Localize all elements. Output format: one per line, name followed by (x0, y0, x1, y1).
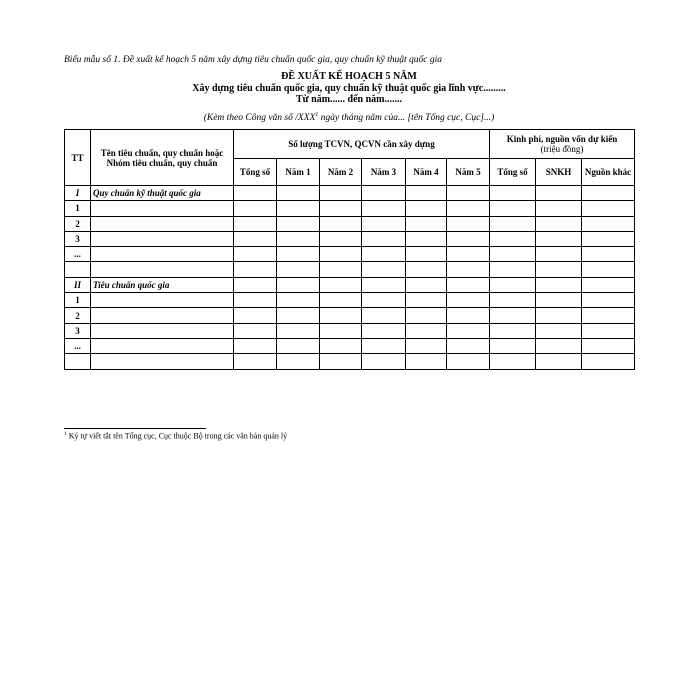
row-value-cell (536, 354, 582, 369)
row-value-cell (447, 201, 490, 216)
row-name-cell (91, 231, 234, 246)
row-tt-cell (65, 262, 91, 277)
row-value-cell (406, 277, 447, 292)
row-value-cell (320, 354, 362, 369)
row-value-cell (277, 262, 320, 277)
row-value-cell (277, 323, 320, 338)
plan-table (64, 129, 635, 370)
row-value-cell (277, 277, 320, 292)
row-name-cell (91, 308, 234, 323)
row-name-cell (91, 323, 234, 338)
row-value-cell (536, 293, 582, 308)
col-funding-header: Nguồn khác (582, 159, 635, 186)
row-value-cell (277, 338, 320, 353)
row-value-cell (362, 338, 406, 353)
row-value-cell (362, 247, 406, 262)
col-count-header: Năm 4 (406, 159, 447, 186)
row-value-cell (362, 262, 406, 277)
row-tt-cell (65, 354, 91, 369)
row-value-cell (362, 308, 406, 323)
table-row (65, 231, 635, 246)
row-value-cell (536, 231, 582, 246)
row-value-cell (234, 231, 277, 246)
row-value-cell (447, 323, 490, 338)
row-value-cell (277, 231, 320, 246)
row-value-cell (536, 216, 582, 231)
row-value-cell (447, 338, 490, 353)
row-value-cell (406, 338, 447, 353)
row-value-cell (234, 277, 277, 292)
row-value-cell (234, 323, 277, 338)
footnote (64, 431, 287, 441)
row-value-cell (536, 323, 582, 338)
table-row (65, 247, 635, 262)
attachment-note (64, 112, 634, 123)
row-value-cell (320, 247, 362, 262)
row-tt-cell: I (65, 186, 91, 201)
row-tt-cell: 1 (65, 293, 91, 308)
row-value-cell (582, 293, 635, 308)
row-value-cell (362, 231, 406, 246)
section-row (65, 277, 635, 292)
col-name-header: Tên tiêu chuẩn, quy chuẩn hoặc Nhóm tiêu chuẩn, quy chuẩn (91, 130, 234, 186)
row-value-cell (447, 216, 490, 231)
row-tt-cell: ... (65, 247, 91, 262)
col-count-header: Năm 3 (362, 159, 406, 186)
row-value-cell (406, 201, 447, 216)
row-value-cell (490, 323, 536, 338)
row-value-cell (234, 247, 277, 262)
row-value-cell (406, 186, 447, 201)
row-value-cell (234, 216, 277, 231)
row-value-cell (490, 231, 536, 246)
row-value-cell (234, 338, 277, 353)
row-value-cell (582, 216, 635, 231)
row-tt-cell: ... (65, 338, 91, 353)
document-subtitle: Xây dựng tiêu chuẩn quốc gia, quy chuẩn kỹ thuật quốc gia lĩnh vực......... (192, 83, 506, 94)
group-funding-unit: (triệu đồng) (540, 144, 584, 154)
row-value-cell (234, 293, 277, 308)
row-value-cell (447, 293, 490, 308)
row-value-cell (277, 201, 320, 216)
header-row-1 (65, 130, 635, 159)
row-value-cell (582, 308, 635, 323)
row-value-cell (536, 247, 582, 262)
row-value-cell (320, 262, 362, 277)
row-value-cell (362, 323, 406, 338)
col-funding-header: Tổng số (490, 159, 536, 186)
row-value-cell (536, 308, 582, 323)
row-tt-cell: 3 (65, 323, 91, 338)
row-tt-cell: 3 (65, 231, 91, 246)
row-value-cell (277, 293, 320, 308)
row-value-cell (406, 247, 447, 262)
col-count-header: Năm 1 (277, 159, 320, 186)
row-value-cell (277, 354, 320, 369)
row-value-cell (320, 231, 362, 246)
row-value-cell (406, 354, 447, 369)
row-value-cell (536, 262, 582, 277)
row-tt-cell: II (65, 277, 91, 292)
row-name-cell (91, 293, 234, 308)
row-name-cell (91, 338, 234, 353)
row-value-cell (362, 186, 406, 201)
row-value-cell (490, 277, 536, 292)
row-value-cell (490, 201, 536, 216)
row-name-cell (91, 262, 234, 277)
col-funding-header: SNKH (536, 159, 582, 186)
col-count-header: Năm 5 (447, 159, 490, 186)
row-value-cell (320, 338, 362, 353)
row-value-cell (582, 247, 635, 262)
row-name-cell (91, 216, 234, 231)
group-count-header: Số lượng TCVN, QCVN cần xây dựng (234, 130, 490, 159)
title-block (64, 71, 634, 105)
row-tt-cell: 1 (65, 201, 91, 216)
row-value-cell (277, 247, 320, 262)
row-value-cell (362, 216, 406, 231)
row-value-cell (234, 262, 277, 277)
footnote-ref: 1 (64, 431, 67, 437)
row-value-cell (320, 293, 362, 308)
row-value-cell (362, 293, 406, 308)
row-value-cell (582, 323, 635, 338)
row-value-cell (320, 277, 362, 292)
table-row (65, 354, 635, 369)
row-value-cell (277, 308, 320, 323)
row-value-cell (447, 186, 490, 201)
row-value-cell (277, 216, 320, 231)
col-tt-header: TT (65, 130, 91, 186)
row-value-cell (362, 277, 406, 292)
row-value-cell (582, 338, 635, 353)
footnote-divider (64, 428, 206, 429)
row-name-cell: Quy chuẩn kỹ thuật quốc gia (91, 186, 234, 201)
row-value-cell (490, 308, 536, 323)
row-value-cell (490, 354, 536, 369)
table-row (65, 216, 635, 231)
row-value-cell (582, 186, 635, 201)
row-value-cell (406, 293, 447, 308)
row-value-cell (362, 354, 406, 369)
table-row (65, 201, 635, 216)
row-name-cell (91, 354, 234, 369)
section-row (65, 186, 635, 201)
row-name-cell (91, 247, 234, 262)
row-value-cell (320, 186, 362, 201)
row-value-cell (234, 201, 277, 216)
table-row (65, 308, 635, 323)
row-value-cell (582, 354, 635, 369)
row-value-cell (490, 293, 536, 308)
row-value-cell (234, 308, 277, 323)
row-value-cell (234, 354, 277, 369)
document-title: ĐỀ XUẤT KẾ HOẠCH 5 NĂM (281, 71, 417, 82)
group-funding-label: Kinh phí, nguồn vốn dự kiến (506, 134, 618, 144)
row-value-cell (320, 323, 362, 338)
row-value-cell (582, 201, 635, 216)
attachment-note-suffix: ngày tháng năm của... [tên Tổng cục, Cục]...) (318, 113, 495, 124)
row-tt-cell: 2 (65, 308, 91, 323)
form-label: Biểu mẫu số 1. Đề xuất kế hoạch 5 năm xây dựng tiêu chuẩn quốc gia, quy chuẩn kỹ thuật quốc gia (64, 55, 442, 65)
col-count-header: Năm 2 (320, 159, 362, 186)
row-value-cell (406, 262, 447, 277)
row-value-cell (490, 338, 536, 353)
table-row (65, 338, 635, 353)
row-value-cell (536, 186, 582, 201)
row-value-cell (406, 216, 447, 231)
row-value-cell (447, 231, 490, 246)
row-value-cell (536, 277, 582, 292)
row-value-cell (536, 201, 582, 216)
footnote-text: Ký tự viết tắt tên Tổng cục, Cục thuộc Bộ trong các văn bản quản lý (66, 431, 288, 441)
row-value-cell (447, 277, 490, 292)
row-value-cell (320, 201, 362, 216)
row-value-cell (320, 308, 362, 323)
document-year-range: Từ năm...... đến năm....... (295, 94, 402, 105)
row-value-cell (447, 354, 490, 369)
row-value-cell (490, 216, 536, 231)
col-count-header: Tổng số (234, 159, 277, 186)
table-row (65, 293, 635, 308)
row-value-cell (447, 262, 490, 277)
row-value-cell (536, 338, 582, 353)
row-value-cell (447, 308, 490, 323)
row-value-cell (320, 216, 362, 231)
row-value-cell (277, 186, 320, 201)
attachment-note-ref: 1 (315, 112, 319, 118)
attachment-note-prefix: (Kèm theo Công văn số /XXX (203, 113, 316, 124)
row-value-cell (362, 201, 406, 216)
group-funding-header (490, 130, 635, 159)
row-value-cell (490, 247, 536, 262)
row-value-cell (582, 277, 635, 292)
row-value-cell (406, 323, 447, 338)
row-value-cell (234, 186, 277, 201)
row-value-cell (582, 262, 635, 277)
row-name-cell: Tiêu chuẩn quốc gia (91, 277, 234, 292)
row-value-cell (582, 231, 635, 246)
row-value-cell (447, 247, 490, 262)
row-value-cell (490, 262, 536, 277)
table-row (65, 323, 635, 338)
row-value-cell (406, 308, 447, 323)
row-value-cell (490, 186, 536, 201)
row-value-cell (406, 231, 447, 246)
row-tt-cell: 2 (65, 216, 91, 231)
row-name-cell (91, 201, 234, 216)
table-row (65, 262, 635, 277)
